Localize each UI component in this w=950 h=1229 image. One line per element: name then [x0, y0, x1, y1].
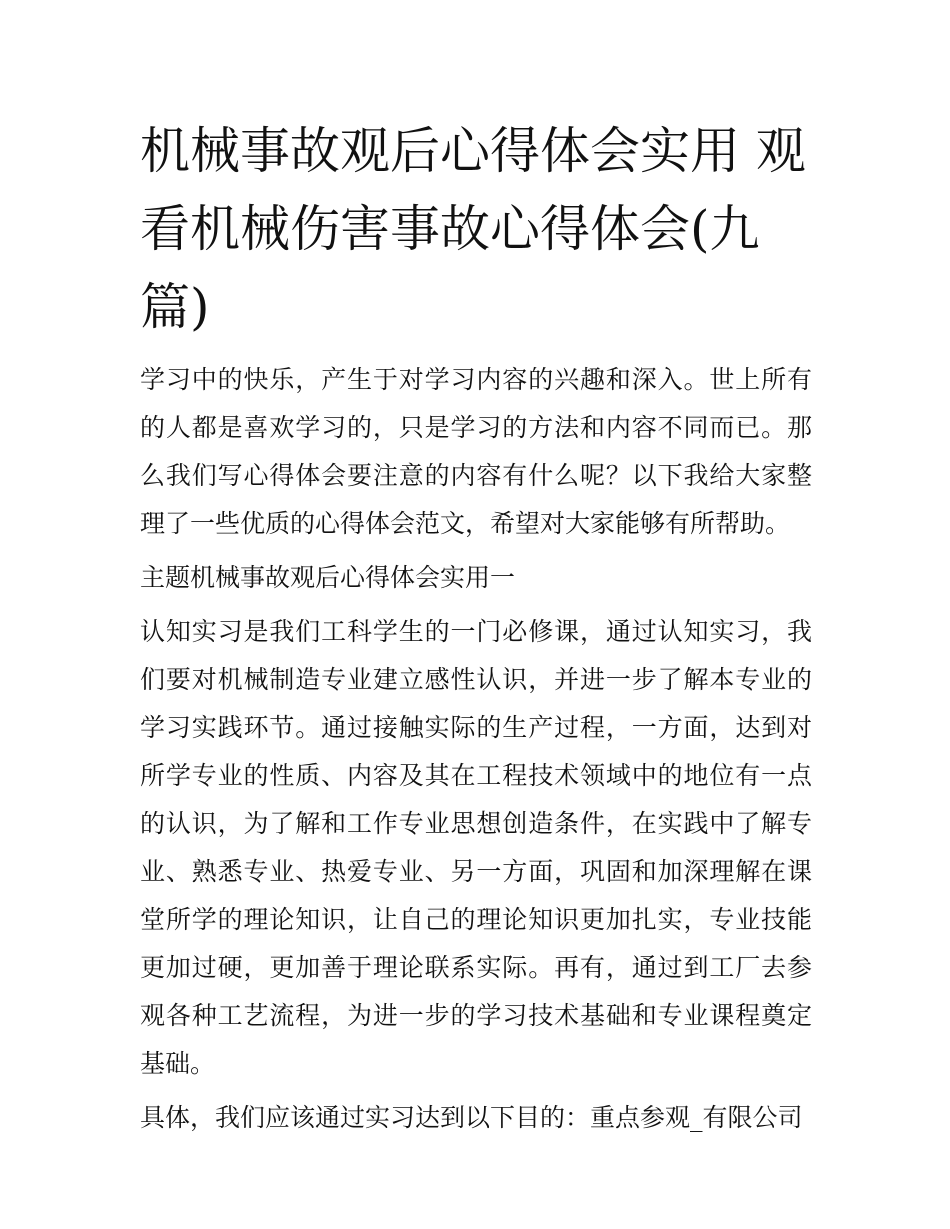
section-heading: 主题机械事故观后心得体会实用一	[140, 563, 516, 592]
intro-paragraph: 学习中的快乐，产生于对学习内容的兴趣和深入。世上所有的人都是喜欢学习的，只是学习的方法和内容不同而已。那么我们写心得体会要注意的内容有什么呢？以下我给大家整理了一些优质的心得体会范文，希望对大家能够有所帮助。	[140, 365, 812, 538]
body-paragraph: 具体，我们应该通过实习达到以下目的：重点参观_有限公司	[140, 1103, 803, 1132]
document-title: 机械事故观后心得体会实用 观看机械伤害事故心得体会(九篇)	[140, 122, 806, 336]
document-body	[140, 356, 812, 1148]
body-paragraph: 认知实习是我们工科学生的一门必修课，通过认知实习，我们要对机械制造专业建立感性认识，并进一步了解本专业的学习实践环节。通过接触实际的生产过程，一方面，达到对所学专业的性质、内容及其在工程技术领域中的地位有一点的认识，为了解和工作专业思想创造条件，在实践中了解专业、熟悉专业、热爱专业、另一方面，巩固和加深理解在课堂所学的理论知识，让自己的理论知识更加扎实，专业技能更加过硬，更加善于理论联系实际。再有，通过到工厂去参观各种工艺流程，为进一步的学习技术基础和专业课程奠定基础。	[140, 617, 812, 1078]
